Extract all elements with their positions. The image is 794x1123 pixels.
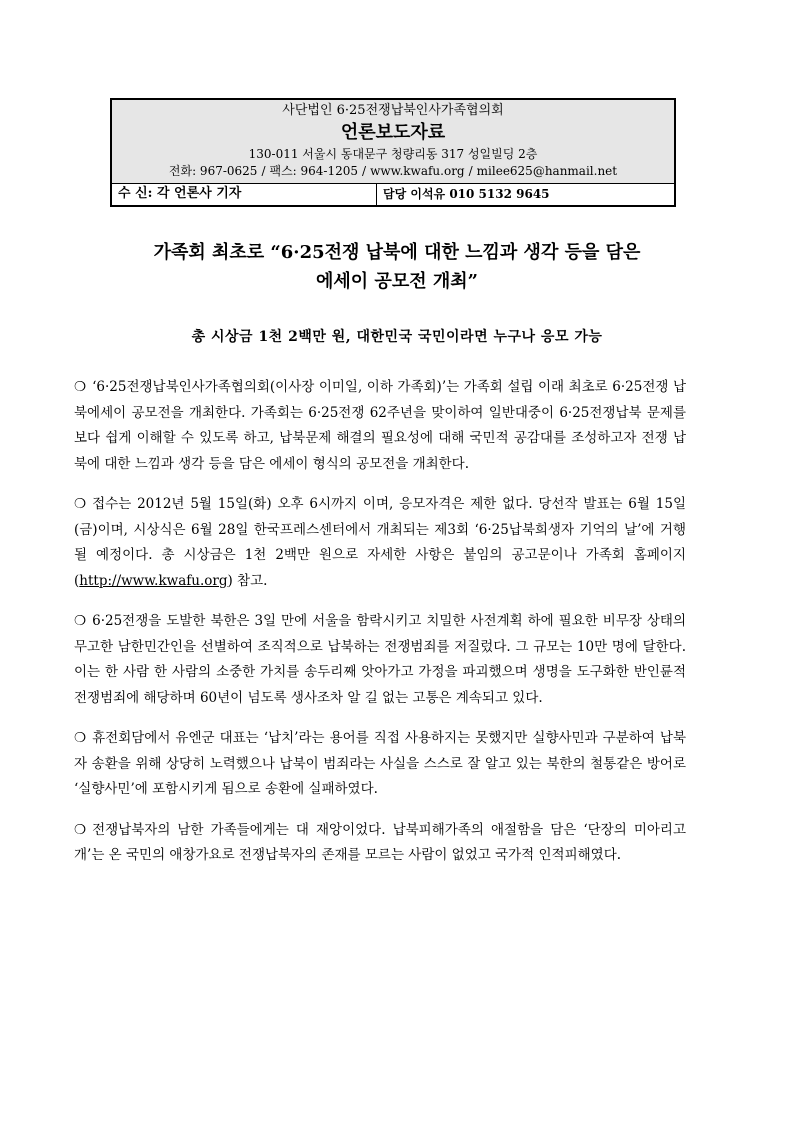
article-body (74, 375, 686, 884)
address: 130-011 서울시 동대문구 청량리동 317 성일빌딩 2층 (248, 147, 538, 161)
bullet-icon: ❍ (74, 730, 87, 746)
paragraph-5 (74, 818, 686, 869)
subheadline: 총 시상금 1천 2백만 원, 대한민국 국민이라면 누구나 응모 가능 (191, 329, 603, 345)
paragraph-text: ‘6·25전쟁납북인사가족협의회(이사장 이미일, 이하 가족회)’는 가족회 설립 이래 최초로 6·25전쟁 납북에세이 공모전을 개최한다. 가족회는 6·25전쟁 62주년을 맞이하여 일반대중이 6·25전쟁납북 문제를 보다 쉽게 이해할 수 있도록 하고, 납북문제 해결의 필요성에 대해 국민적 공감대를 조성하고자 전쟁 납북에 대한 느낌과 생각 등을 담은 에세이 형식의 공모전을 개최한다. (74, 379, 686, 472)
paragraph-4 (74, 726, 686, 803)
header-recipient-row (112, 184, 674, 205)
paragraph-text-end: ) 참고. (227, 572, 268, 589)
homepage-link[interactable]: http://www.kwafu.org (79, 572, 228, 589)
bullet-icon: ❍ (74, 613, 87, 629)
contact-line: 전화: 967-0625 / 팩스: 964-1205 / www.kwafu.org / milee625@hanmail.net (168, 164, 618, 178)
phone: 전화: 967-0625 (168, 164, 258, 178)
release-title: 언론보도자료 (340, 122, 446, 143)
website: www.kwafu.org (370, 164, 465, 178)
bullet-icon: ❍ (74, 379, 87, 395)
org-name: 사단법인 6·25전쟁납북인사가족협의회 (282, 103, 504, 118)
headline (60, 238, 734, 296)
contact-person: 담당 이석유 010 5132 9645 (383, 187, 550, 201)
recipient: 수 신: 각 언론사 기자 (112, 184, 377, 205)
email: milee625@hanmail.net (476, 164, 618, 178)
press-release-header (110, 98, 676, 207)
paragraph-1 (74, 375, 686, 477)
header-info (112, 100, 674, 184)
paragraph-text: 6·25전쟁을 도발한 북한은 3일 만에 서울을 함락시키고 치밀한 사전계획 하에 필요한 비무장 상태의 무고한 남한민간인을 선별하여 조직적으로 납북하는 전쟁범죄를 저질렀다. 그 규모는 10만 명에 달한다. 이는 한 사람 한 사람의 소중한 가치를 송두리째 앗아가고 가정을 파괴했으며 생명을 도구화한 반인륜적 전쟁범죄에 해당하며 60년이 넘도록 생사조차 알 길 없는 고통은 계속되고 있다. (74, 613, 686, 706)
headline-line-2: 에세이 공모전 개최” (316, 271, 478, 292)
bullet-icon: ❍ (74, 821, 87, 838)
paragraph-2 (74, 492, 686, 594)
paragraph-text: 전쟁납북자의 남한 가족들에게는 대 재앙이었다. 납북피해가족의 애절함을 담은 ‘단장의 미아리고개’는 온 국민의 애창가요로 전쟁납북자의 존재를 모르는 사람이 없었고 국가적 인적피해였다. (74, 821, 686, 863)
paragraph-text: 휴전회담에서 유엔군 대표는 ‘납치’라는 용어를 직접 사용하지는 못했지만 실향사민과 구분하여 납북자 송환을 위해 상당히 노력했으나 납북이 범죄라는 사실을 스스로 잘 알고 있는 북한의 철통같은 방어로 ‘실향사민’에 포함시키게 됨으로 송환에 실패하였다. (74, 730, 686, 797)
headline-line-1: 가족회 최초로 “6·25전쟁 납북에 대한 느낌과 생각 등을 담은 (153, 242, 641, 263)
fax: 팩스: 964-1205 (269, 164, 359, 178)
bullet-icon: ❍ (74, 496, 87, 512)
paragraph-text: 접수는 2012년 5월 15일(화) 오후 6시까지 이며, 응모자격은 제한 없다. 당선작 발표는 6월 15일(금)이며, 시상식은 6월 28일 한국프레스센터에서 개최되는 제3회 ‘6·25납북희생자 기억의 날’에 거행될 예정이다. 총 시상금은 1천 2백만 원으로 자세한 사항은 붙임의 공고문이나 가족회 홈페이지( (74, 496, 686, 589)
paragraph-3 (74, 609, 686, 711)
